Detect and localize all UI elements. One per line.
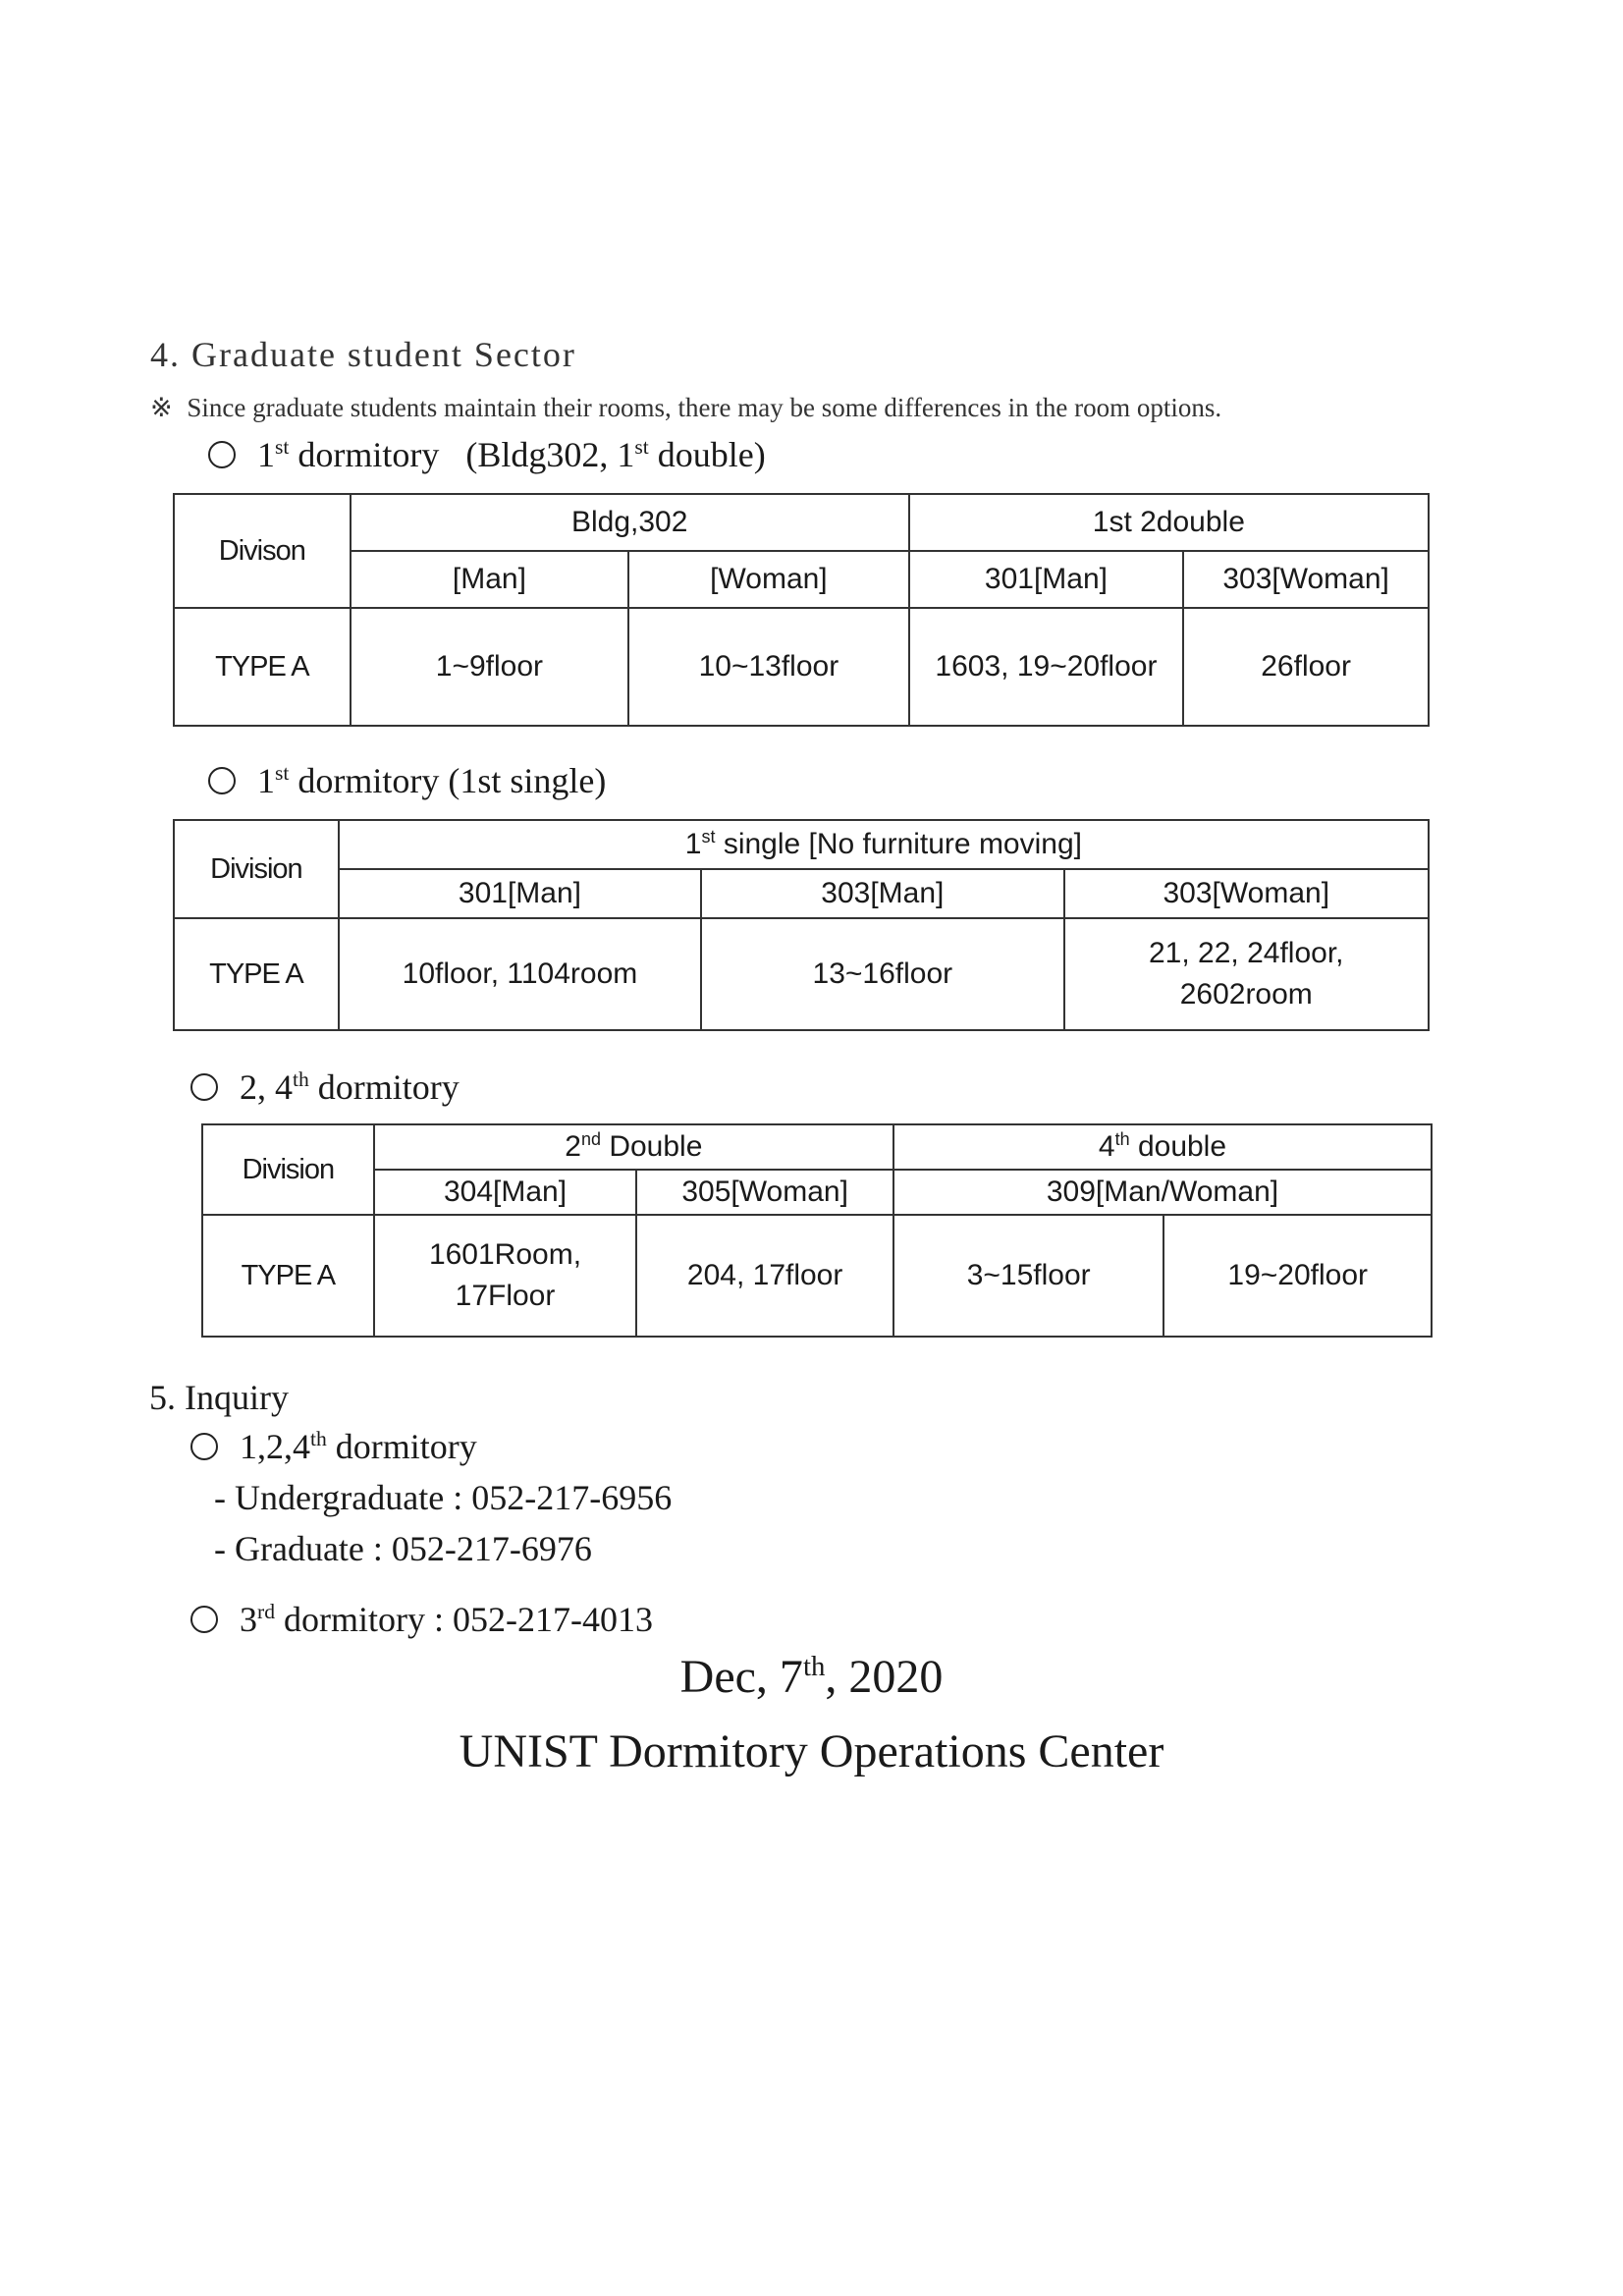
table-2nd-4th-dormitory — [201, 1123, 1433, 1338]
table-cell: 13~16floor — [701, 918, 1063, 1030]
bullet-circle-icon — [208, 767, 236, 794]
table-cell: 19~20floor — [1163, 1215, 1432, 1337]
table-cell: 26floor — [1183, 608, 1429, 726]
col-header: 303[Woman] — [1183, 551, 1429, 608]
col-header: 303[Man] — [701, 869, 1063, 918]
table-cell: 10floor, 1104room — [339, 918, 701, 1030]
col-header: 301[Man] — [909, 551, 1184, 608]
inquiry-item-124: 1,2,4th dormitory — [190, 1426, 477, 1467]
table-cell: 10~13floor — [628, 608, 909, 726]
group-header-1st-double: 1st 2double — [909, 494, 1429, 551]
row-label: TYPE A — [174, 918, 339, 1030]
group-header-1st-single: 1st single [No furniture moving] — [339, 820, 1429, 869]
section-5-title: 5. Inquiry — [149, 1378, 289, 1417]
division-header: Division — [174, 820, 339, 918]
group-header-4th-double: 4th double — [893, 1124, 1432, 1170]
col-header: 309[Man/Woman] — [893, 1170, 1432, 1215]
table-cell: 1601Room, 17Floor — [374, 1215, 637, 1337]
block3-heading: 2, 4th dormitory — [190, 1066, 460, 1108]
row-label: TYPE A — [174, 608, 351, 726]
block1-heading: 1st dormitory (Bldg302, 1st double) — [208, 434, 766, 475]
section-4-title: 4. Graduate student Sector — [150, 335, 576, 374]
document-date: Dec, 7th, 2020 — [679, 1651, 944, 1703]
section-4-note — [150, 393, 1221, 423]
table-1st-single — [173, 819, 1430, 1031]
col-header: 305[Woman] — [636, 1170, 893, 1215]
row-label: TYPE A — [202, 1215, 374, 1337]
bullet-circle-icon — [190, 1433, 218, 1460]
inquiry-item-3rd: 3rd dormitory : 052-217-4013 — [190, 1599, 653, 1640]
organization-name: UNIST Dormitory Operations Center — [459, 1725, 1164, 1777]
group-header-bldg302: Bldg,302 — [351, 494, 909, 551]
bullet-circle-icon — [190, 1073, 218, 1101]
undergrad-phone: - Undergraduate : 052-217-6956 — [214, 1478, 673, 1517]
col-header: 303[Woman] — [1064, 869, 1429, 918]
division-header: Divison — [174, 494, 351, 608]
table-cell: 1603, 19~20floor — [909, 608, 1184, 726]
group-header-2nd-double: 2nd Double — [374, 1124, 893, 1170]
col-header: 301[Man] — [339, 869, 701, 918]
table-cell: 21, 22, 24floor, 2602room — [1064, 918, 1429, 1030]
note-text: Since graduate students maintain their rooms, there may be some differences in the room options. — [187, 393, 1222, 422]
table-cell: 204, 17floor — [636, 1215, 893, 1337]
bullet-circle-icon — [208, 441, 236, 468]
block2-heading: 1st dormitory (1st single) — [208, 760, 606, 801]
table-cell: 1~9floor — [351, 608, 628, 726]
table-cell: 3~15floor — [893, 1215, 1163, 1337]
grad-phone: - Graduate : 052-217-6976 — [214, 1529, 592, 1568]
reference-mark-icon: ※ — [150, 393, 173, 422]
col-header: 304[Man] — [374, 1170, 637, 1215]
table-bldg302-double — [173, 493, 1430, 727]
bullet-circle-icon — [190, 1606, 218, 1633]
division-header: Division — [202, 1124, 374, 1215]
col-header: [Man] — [351, 551, 628, 608]
col-header: [Woman] — [628, 551, 909, 608]
